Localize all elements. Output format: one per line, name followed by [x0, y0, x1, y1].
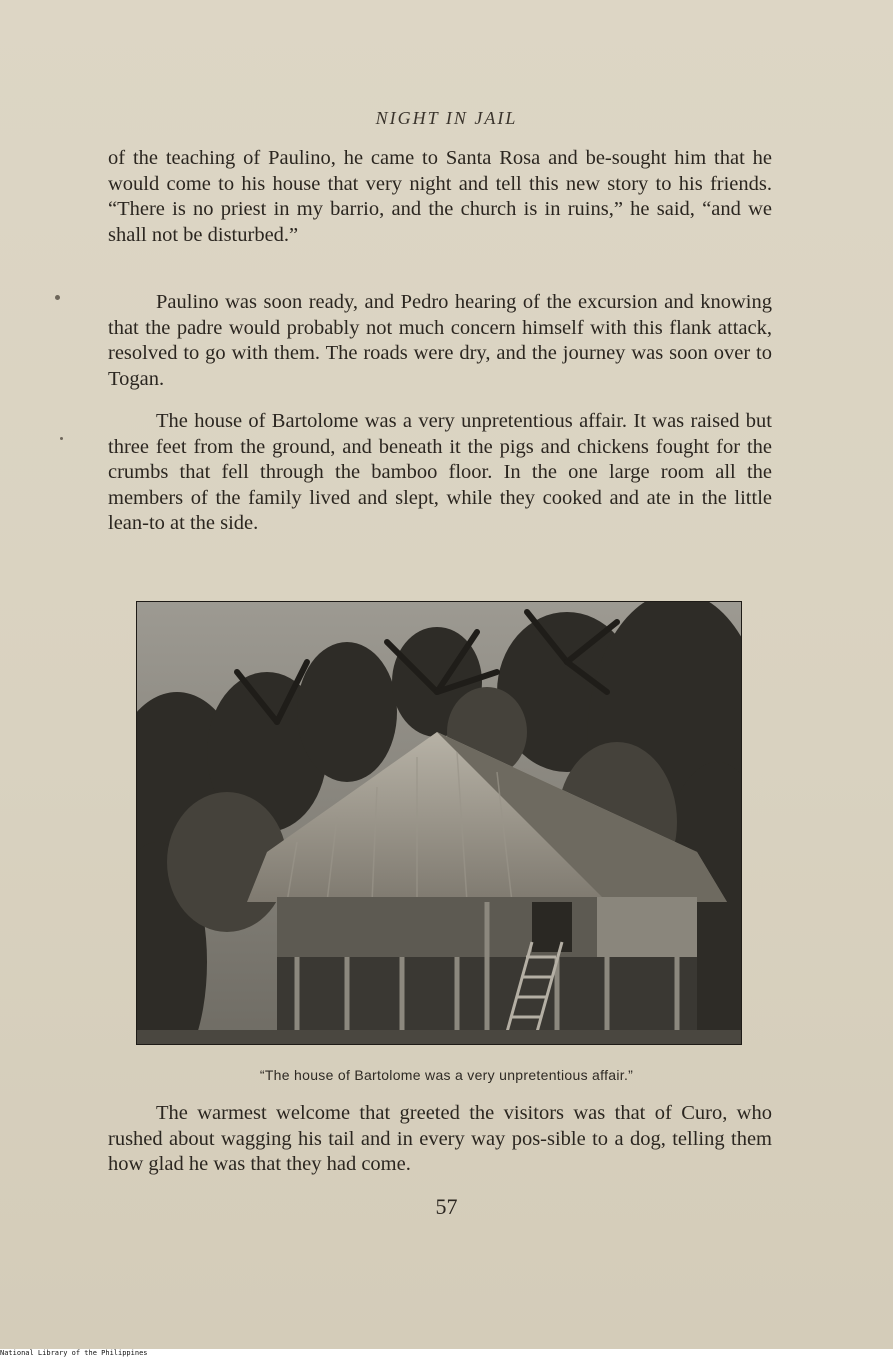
paper-speck: [60, 437, 63, 440]
paragraph-1: of the teaching of Paulino, he came to Santa Rosa and be-sought him that he would come to his house that very night and tell this new story to his friends. “There is no priest in my barrio, and the church is in ruins,” he said, “and we shall not be disturbed.”: [108, 147, 772, 246]
footer-bar: [0, 1349, 893, 1358]
running-head: NIGHT IN JAIL: [375, 108, 518, 128]
photo-caption: “The house of Bartolome was a very unpretentious affair.”: [259, 1067, 634, 1083]
paragraph-4: The warmest welcome that greeted the visitors was that of Curo, who rushed about wagging his tail and in every way pos-sible to a dog, telling them how glad he was that they had come.: [108, 1102, 772, 1176]
page-number: 57: [435, 1194, 458, 1219]
paragraph-2: Paulino was soon ready, and Pedro hearing of the excursion and knowing that the padre would probably not much concern himself with this flank attack, resolved to go with them. The roads were dry, and the journey was soon over to Togan.: [108, 291, 772, 390]
paper-speck: [55, 295, 60, 300]
paragraph-3: The house of Bartolome was a very unpretentious affair. It was raised but three feet from the ground, and beneath it the pigs and chickens fought for the crumbs that fell through the bamboo floor. In the one large room all the members of the family lived and slept, while they cooked and ate in the little lean-to at the side.: [108, 410, 772, 535]
footer-credit: National Library of the Philippines: [0, 1349, 148, 1357]
house-illustration: [137, 602, 741, 1044]
house-photograph: [136, 601, 742, 1045]
